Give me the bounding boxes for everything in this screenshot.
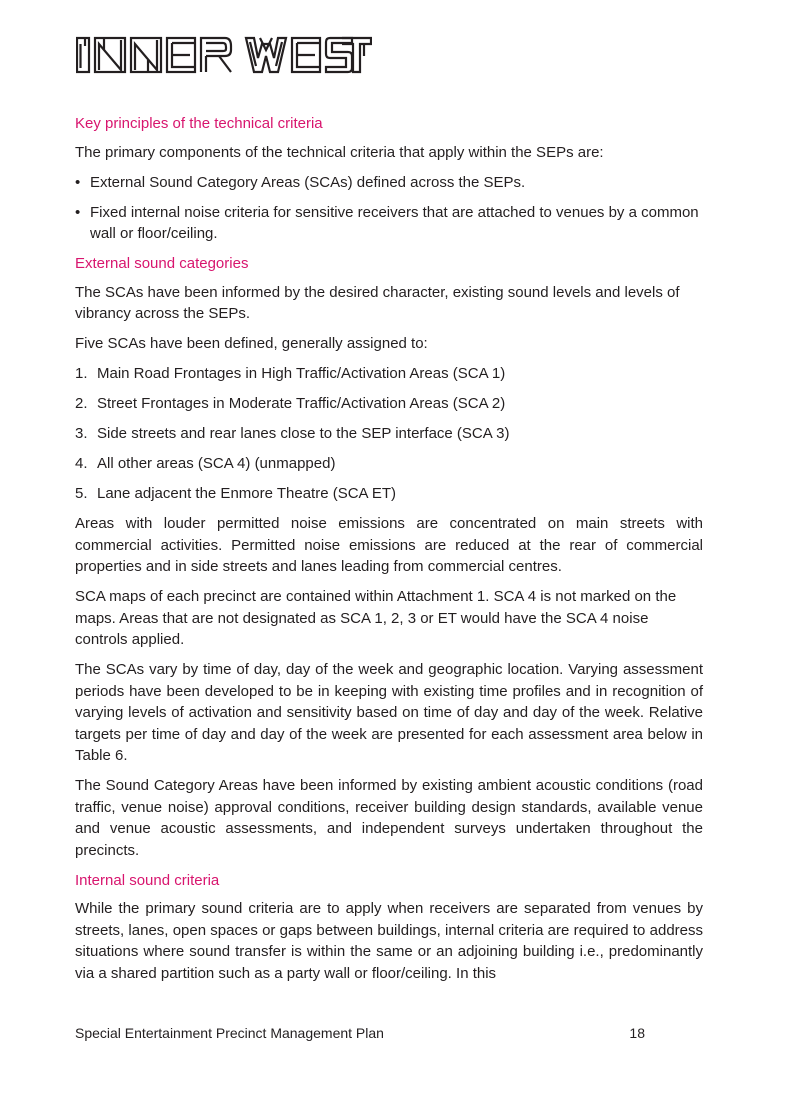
list-number: 2. (75, 395, 88, 412)
logo-letter-r (201, 38, 231, 72)
list-item-text: Street Frontages in Moderate Traffic/Activation Areas (SCA 2) (97, 395, 506, 412)
bullet-list (75, 172, 703, 245)
inner-west-logo (76, 36, 372, 81)
list-item (75, 393, 703, 415)
page-footer (75, 1023, 645, 1043)
logo-letter-e-2 (292, 38, 320, 72)
logo-letter-i (77, 38, 89, 72)
paragraph: Areas with louder permitted noise emissions are concentrated on main streets with commercial activities. Permitted noise emissions are reduced at the rear of commercial properties and in side streets and lanes leading from commercial centres. (75, 515, 703, 575)
logo-letter-n-2 (131, 38, 161, 72)
list-item-text: Main Road Frontages in High Traffic/Activation Areas (SCA 1) (97, 365, 506, 382)
bullet-icon: • (75, 203, 81, 221)
paragraph: The Sound Category Areas have been informed by existing ambient acoustic conditions (road traffic, venue noise) approval conditions, receiver building design standards, available venue and venue acoustic assessments, and independent surveys undertaken throughout the precincts. (75, 777, 703, 859)
bullet-icon: • (75, 173, 81, 191)
list-item (75, 423, 703, 445)
paragraph: The primary components of the technical criteria that apply within the SEPs are: (75, 143, 604, 161)
section-heading-external: External sound categories (75, 255, 249, 272)
list-item-text: Side streets and rear lanes close to the SEP interface (SCA 3) (97, 425, 510, 442)
paragraph: Five SCAs have been defined, generally assigned to: (75, 335, 428, 352)
paragraph: The SCAs have been informed by the desired character, existing sound levels and levels of vibrancy across the SEPs. (75, 283, 680, 322)
paragraph: SCA maps of each precinct are contained within Attachment 1. SCA 4 is not marked on the maps. Areas that are not designated as SCA 1, 2, 3 or ET would have the SCA 4 noise controls applied. (75, 588, 677, 648)
numbered-list (75, 363, 703, 505)
paragraph: While the primary sound criteria are to apply when receivers are separated from venues by streets, lanes, open spaces or gaps between buildings, internal criteria are required to address situations where sound transfer is within the same or an adjoining building i.e., predominantly via a shared partition such as a party wall or floor/ceiling. In this (75, 900, 703, 982)
list-item (75, 172, 703, 194)
logo-letter-w (246, 38, 286, 72)
list-item-text: External Sound Category Areas (SCAs) defined across the SEPs. (90, 173, 526, 191)
paragraph: The SCAs vary by time of day, day of the week and geographic location. Varying assessment periods have been developed to be in keeping with existing time profiles and in recognition of varying levels of activation and sensitivity based on time of day and day of the week. Relative targets per time of day and day of the week are presented for each assessment area below in Table 6. (75, 661, 703, 764)
logo-letter-n (95, 38, 125, 72)
list-item-text: Fixed internal noise criteria for sensitive receivers that are attached to venues by a common wall or floor/ceiling. (90, 203, 699, 242)
list-number: 1. (75, 365, 88, 382)
list-number: 3. (75, 425, 88, 442)
page-content (75, 113, 703, 993)
list-number: 4. (75, 455, 88, 472)
list-number: 5. (75, 485, 88, 502)
footer-title: Special Entertainment Precinct Management Plan (75, 1025, 384, 1041)
list-item (75, 483, 703, 505)
section-heading-key-principles: Key principles of the technical criteria (75, 115, 323, 132)
list-item (75, 453, 703, 475)
list-item (75, 202, 703, 245)
page-number: 18 (629, 1025, 645, 1041)
section-heading-internal: Internal sound criteria (75, 871, 220, 889)
logo-letter-e (167, 38, 195, 72)
list-item (75, 363, 703, 385)
list-item-text: Lane adjacent the Enmore Theatre (SCA ET) (97, 485, 397, 502)
list-item-text: All other areas (SCA 4) (unmapped) (97, 455, 336, 472)
